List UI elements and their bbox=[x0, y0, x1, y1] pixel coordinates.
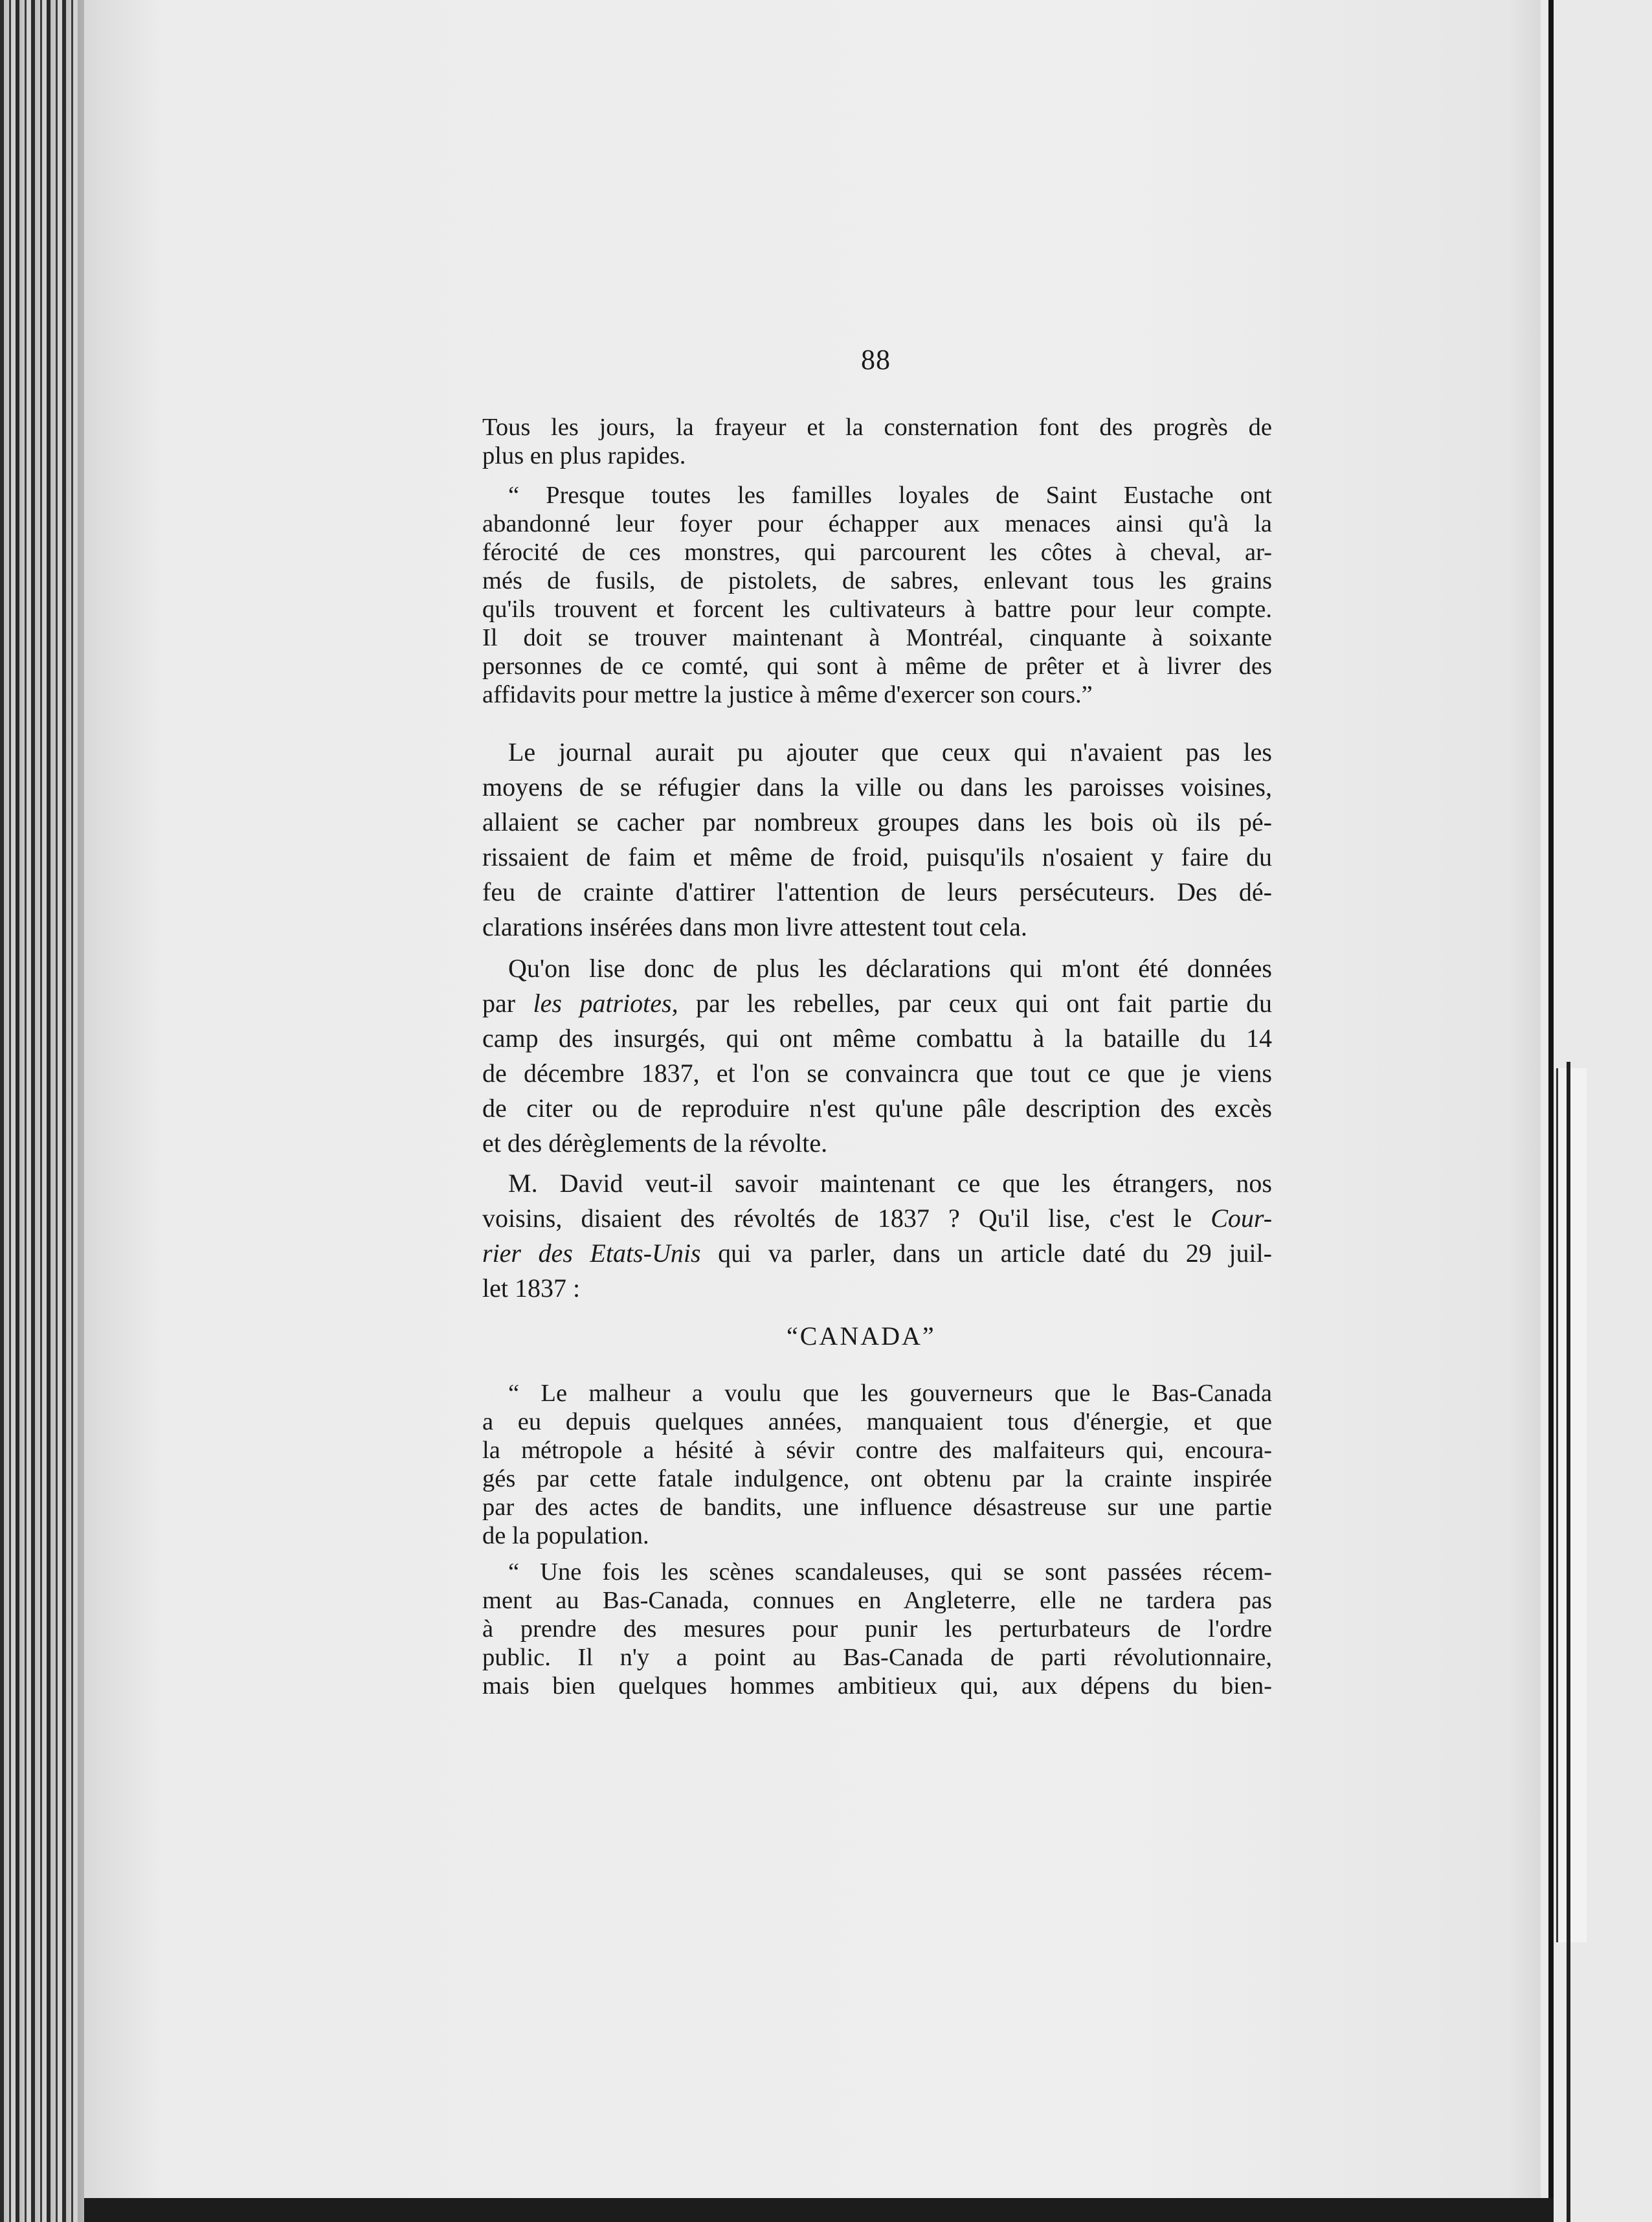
text-line: “ Une fois les scènes scandaleuses, qui se sont passées récem- bbox=[508, 1558, 1272, 1586]
right-page-tab bbox=[1556, 1068, 1587, 1942]
text-line: de la population. bbox=[482, 1522, 649, 1549]
text-span: par bbox=[482, 989, 516, 1018]
text-line: plus en plus rapides. bbox=[482, 442, 686, 469]
italic-text: les patriotes, bbox=[533, 989, 678, 1018]
text-line: par des actes de bandits, une influence désastreuse sur une partie bbox=[482, 1494, 1272, 1521]
bottom-page-edge bbox=[84, 2198, 1554, 2222]
text-line: clarations insérées dans mon livre attestent tout cela. bbox=[482, 912, 1027, 941]
right-binding-inner-edge bbox=[1567, 1062, 1570, 2222]
text-line bbox=[482, 1201, 1272, 1236]
section-heading: “CANADA” bbox=[787, 1321, 936, 1351]
text-line: camp des insurgés, qui ont même combattu à la bataille du 14 bbox=[482, 1024, 1272, 1053]
text-line: et des dérèglements de la révolte. bbox=[482, 1128, 828, 1158]
text-span: par les rebelles, par ceux qui ont fait partie du bbox=[696, 989, 1272, 1018]
text-line: à prendre des mesures pour punir les perturbateurs de l'ordre bbox=[482, 1615, 1272, 1643]
text-line: M. David veut-il savoir maintenant ce que les étrangers, nos bbox=[508, 1169, 1272, 1198]
text-line: public. Il n'y a point au Bas-Canada de parti révolutionnaire, bbox=[482, 1644, 1272, 1671]
text-line: moyens de se réfugier dans la ville ou dans les paroisses voisines, bbox=[482, 772, 1272, 802]
text-line: més de fusils, de pistolets, de sabres, enlevant tous les grains bbox=[482, 567, 1272, 594]
text-line: gés par cette fatale indulgence, ont obtenu par la crainte inspirée bbox=[482, 1465, 1272, 1492]
text-line: férocité de ces monstres, qui parcourent les côtes à cheval, ar- bbox=[482, 539, 1272, 566]
text-line: Qu'on lise donc de plus les déclarations qui m'ont été données bbox=[508, 954, 1272, 983]
right-binding-edge bbox=[1548, 0, 1554, 2222]
text-span: qui va parler, dans un article daté du 29 juil- bbox=[718, 1239, 1273, 1268]
text-line: abandonné leur foyer pour échapper aux menaces ainsi qu'à la bbox=[482, 510, 1272, 537]
text-line: affidavits pour mettre la justice à même d'exercer son cours.” bbox=[482, 681, 1093, 708]
text-line: qu'ils trouvent et forcent les cultivateurs à battre pour leur compte. bbox=[482, 596, 1272, 623]
text-line: la métropole a hésité à sévir contre des malfaiteurs qui, encoura- bbox=[482, 1437, 1272, 1464]
page-number: 88 bbox=[861, 344, 891, 376]
text-line bbox=[482, 986, 1272, 1021]
text-line bbox=[482, 1236, 1272, 1271]
text-line: personnes de ce comté, qui sont à même de prêter et à livrer des bbox=[482, 653, 1272, 680]
text-line: rissaient de faim et même de froid, puisqu'ils n'osaient y faire du bbox=[482, 842, 1272, 871]
text-line: a eu depuis quelques années, manquaient tous d'énergie, et que bbox=[482, 1408, 1272, 1435]
text-line: Tous les jours, la frayeur et la consternation font des progrès de bbox=[482, 414, 1272, 441]
text-line: ment au Bas-Canada, connues en Angleterre, elle ne tardera pas bbox=[482, 1587, 1272, 1614]
italic-text: rier des Etats-Unis bbox=[482, 1239, 701, 1268]
text-line: de décembre 1837, et l'on se convaincra que tout ce que je viens bbox=[482, 1059, 1272, 1088]
italic-text: Cour- bbox=[1211, 1204, 1273, 1233]
text-line: let 1837 : bbox=[482, 1274, 581, 1303]
text-line: feu de crainte d'attirer l'attention de leurs persécuteurs. Des dé- bbox=[482, 877, 1272, 906]
text-span: voisins, disaient des révoltés de 1837 ? Qu'il lise, c'est le bbox=[482, 1204, 1192, 1233]
text-line: Il doit se trouver maintenant à Montréal, cinquante à soixante bbox=[482, 624, 1272, 651]
text-line: Le journal aurait pu ajouter que ceux qui n'avaient pas les bbox=[508, 737, 1272, 767]
text-line: de citer ou de reproduire n'est qu'une pâle description des excès bbox=[482, 1094, 1272, 1123]
text-line: mais bien quelques hommes ambitieux qui, aux dépens du bien- bbox=[482, 1672, 1272, 1700]
text-line: “ Presque toutes les familles loyales de Saint Eustache ont bbox=[508, 482, 1272, 509]
text-line: “ Le malheur a voulu que les gouverneurs que le Bas-Canada bbox=[508, 1380, 1272, 1407]
text-line: allaient se cacher par nombreux groupes dans les bois où ils pé- bbox=[482, 807, 1272, 836]
